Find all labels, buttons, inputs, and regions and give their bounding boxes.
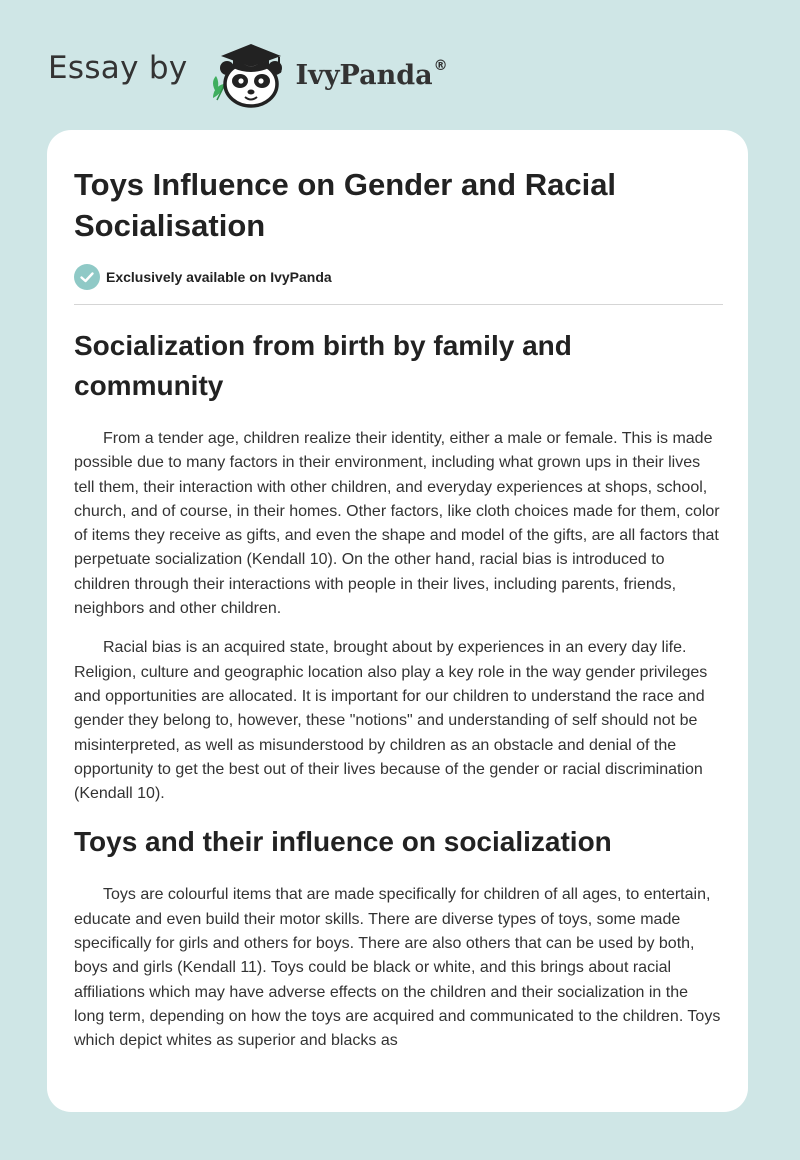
- registered-mark: ®: [433, 57, 448, 74]
- page-title: Toys Influence on Gender and Racial Socialisation: [74, 167, 617, 243]
- brand-prefix: Essay by: [48, 50, 188, 86]
- exclusive-badge: [74, 263, 722, 291]
- panda-logo-icon: [204, 36, 294, 108]
- paragraph: Racial bias is an acquired state, brought about by experiences in an every day life. Religion, culture and geographic location also play a key role in the way gender privileges and opportunities are allocated. It is important for our children to understand the race and gender they belong to, however, these "notions" and understanding of self should not be misinterpreted, as well as misunderstood by children as an obstacle and denial of the opportunity to get the best out of their lives because of the gender or racial discrimination (Kendall 10).: [74, 639, 708, 803]
- paragraph: Toys are colourful items that are made specifically for children of all ages, to entertain, educate and even build their motor skills. There are diverse types of toys, some made specifically for girls and others for boys. There are also others that can be used by both, boys and girls (Kendall 11). Toys could be black or white, and this brings about racial affiliations which may have adverse effects on the children and their socialization in the long term, depending on how the toys are acquired and communicated to the children. Toys which depict whites as superior and blacks as: [74, 886, 721, 1050]
- paragraph: From a tender age, children realize their identity, either a male or female. This is made possible due to many factors in their environment, including what grown ups in their lives tell them, their interaction with other children, and everyday experiences at shops, school, church, and of course, in their homes. Other factors, like cloth choices made for them, color of items they receive as gifts, and even the shape and model of the gifts, are all factors that perpetuate socialization (Kendall 10). On the other hand, racial bias is introduced to children through their interactions with people in their lives, including parents, friends, neighbors and other children.: [74, 430, 720, 618]
- brand-name: IvyPanda®: [295, 57, 448, 91]
- brand-header[interactable]: [48, 36, 448, 108]
- exclusive-badge-text: Exclusively available on IvyPanda: [106, 269, 332, 285]
- essay-card: [47, 130, 748, 1112]
- divider: [74, 304, 723, 305]
- section-heading-toys: Toys and their influence on socialization: [74, 826, 612, 858]
- section-heading-socialization: Socialization from birth by family and community: [74, 330, 572, 401]
- check-circle-icon: [74, 264, 100, 290]
